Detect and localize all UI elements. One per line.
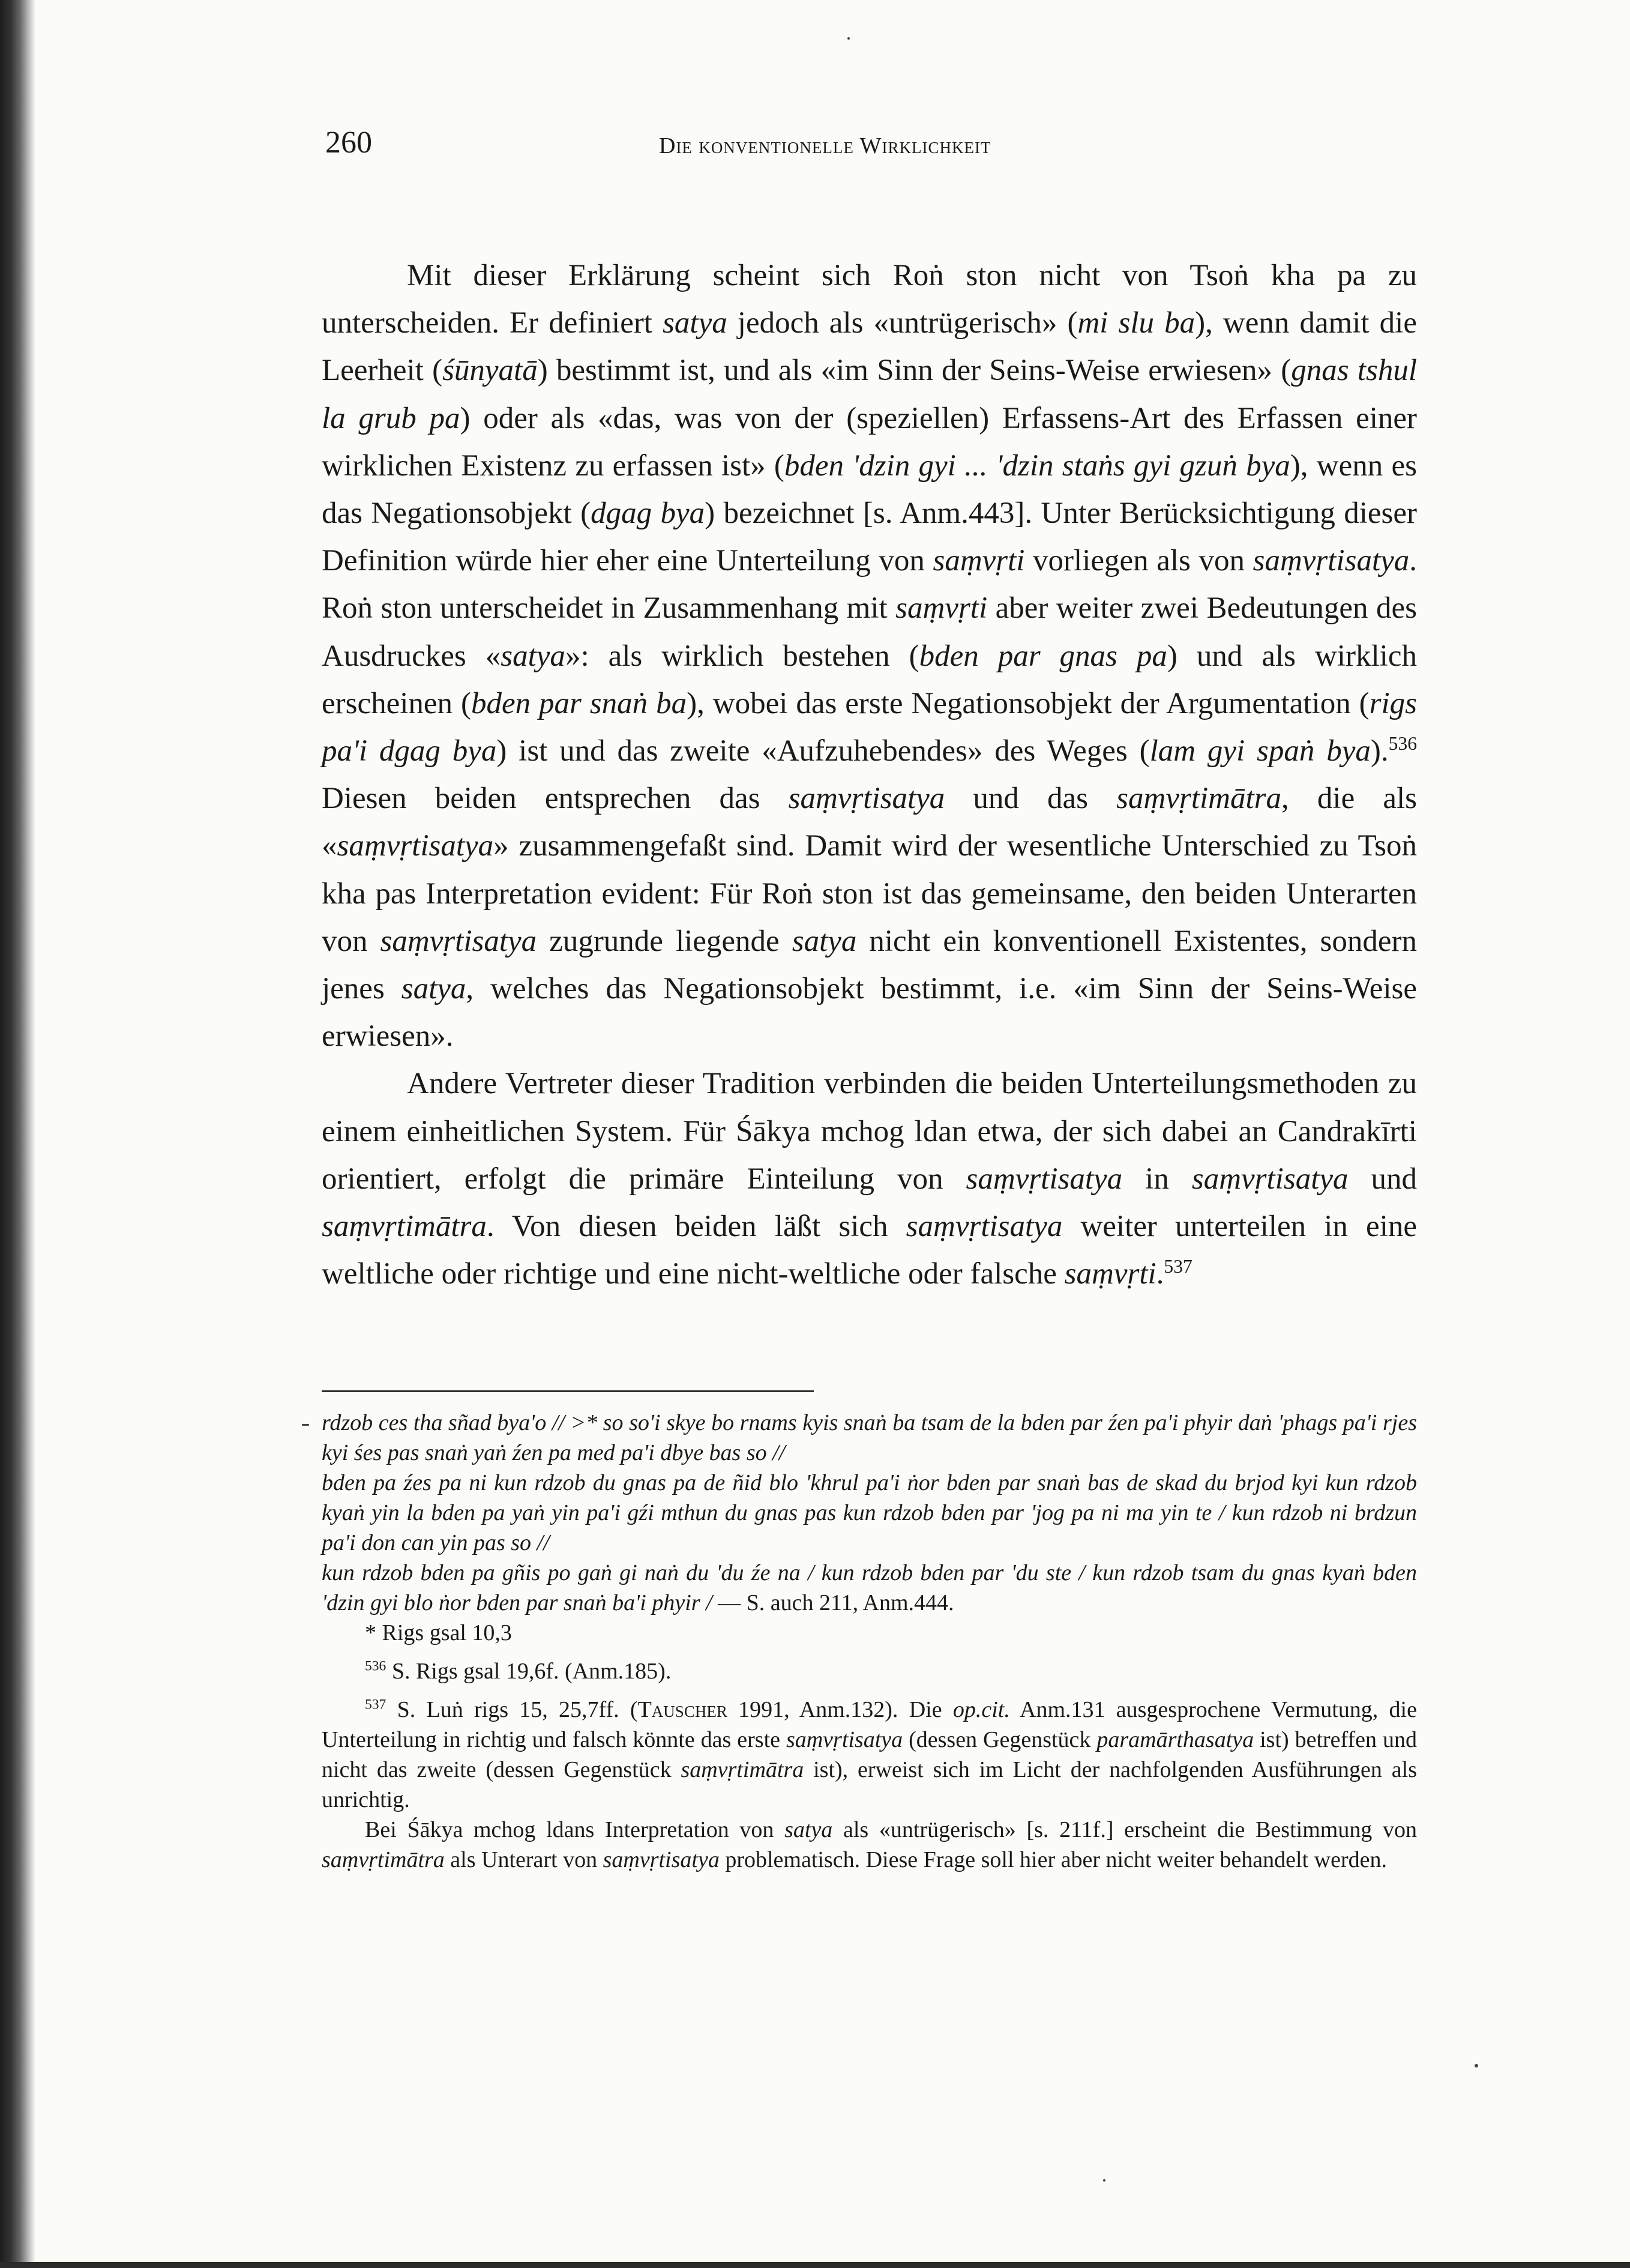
scan-speck [1475,2064,1478,2067]
footnote-536: $^{536}$ S. Rigs gsal 19,6f. (Anm.185). [365,1658,672,1684]
term: saṃvṛtisatya [966,1162,1123,1196]
term: gnas tshul la grub pa [322,354,1417,435]
paragraph-1: Mit dieser Erklärung scheint sich Roṅ ston nicht von Tsoṅ kha pa zu unterscheiden. Er definiert satya jedoch als «untrügerisch» (mi slu ba), wenn damit die Leerheit (śūnyatā) bestimmt ist, und als «im Sinn der Seins-Weise erwiesen» (gnas tshul la grub pa) oder als «das, was von der (speziellen) Erfassens-Art des Erfassen einer wirklichen Existenz zu erfassen ist» (bden 'dzin gyi ... 'dzin staṅs gyi gzuṅ bya), wenn es das Negationsobjekt (dgag bya) bezeichnet [s. Anm.443]. Unter Berücksichtigung dieser Definition würde hier eher eine Unterteilung von saṃvṛti vorliegen als von saṃvṛtisatya. Roṅ ston unterscheidet in Zusammenhang mit saṃvṛti aber weiter zwei Bedeutungen des Ausdruckes «satya»: als wirklich bestehen (bden par gnas pa) und als wirklich erscheinen (bden par snaṅ ba), wobei das erste Negationsobjekt der Argumentation (rigs pa'i dgag bya) ist und das zweite «Aufzuhebendes» des Weges (lam gyi spaṅ bya).$^{536}$ Diesen beiden entsprechen das saṃvṛtisatya und das saṃvṛtimātra, die als «saṃvṛtisatya» zusammengefaßt sind. Damit wird der wesentliche Unterschied zu Tsoṅ kha pas Interpretation evident: Für Roṅ ston ist das gemeinsame, den beiden Unterarten von saṃvṛtisatya zugrunde liegende satya nicht ein konventionell Existentes, sondern jenes satya, welches das Negationsobjekt bestimmt, i.e. «im Sinn der Seins-Weise erwiesen». [322,259,1418,1054]
term: śūnyatā [442,354,538,388]
term: bden 'dzin gyi ... 'dzin staṅs gyi gzuṅ bya [784,448,1290,483]
footnote-535-line: bden pa źes pa ni kun rdzob du gnas pa de ñid blo 'khrul pa'i ṅor bden par snaṅ bas de skad du brjod kyi kun rdzob kyaṅ yin la bden pa yaṅ yin pa'i gźi mthun du gnas pas kun rdzob bden par 'jog pa ni ma yin te / kun rdzob ni brdzun pa'i don can yin pas so // [322,1470,1417,1555]
term: saṃvṛtisatya [337,829,494,863]
term: saṃvṛti [1064,1257,1156,1291]
scan-mark [302,1424,309,1426]
term: saṃvṛtisatya [906,1210,1063,1244]
footnotes [322,1408,1417,1875]
term: saṃvṛtisatya [788,782,945,816]
term: saṃvṛtisatya [1191,1162,1349,1196]
term: saṃvṛtisatya [380,924,537,958]
running-head: Die konventionelle Wirklichkeit [659,133,991,158]
footnote-number: 536 [365,1658,386,1674]
term: mi slu ba [1077,306,1195,340]
term: bden par gnas pa [919,639,1167,673]
term: dgag bya [591,496,705,531]
footnote-535-line: kun rdzob bden pa gñis po gaṅ gi naṅ du 'du źe na / kun rdzob bden par 'du ste / kun rdzob tsam du gnas kyaṅ bden 'dzin gyi blo ṅor bden par snaṅ ba'i phyir / — S. auch 211, Anm.444. [322,1560,1417,1615]
term: saṃvṛti [933,544,1025,578]
term: lam gyi spaṅ bya [1149,734,1371,768]
footnote-537-continuation: Bei Śākya mchog ldans Interpretation von satya als «untrügerisch» [s. 211f.] erscheint die Bestimmung von saṃvṛtimātra als Unterart von saṃvṛtisatya problematisch. Diese Frage soll hier aber nicht weiter behandelt werden. [322,1817,1417,1872]
term: saṃvṛti [895,591,988,626]
page-bottom-edge [0,2262,1630,2268]
term: saṃvṛtisatya [1253,544,1410,578]
term: bden par snaṅ ba [471,686,687,720]
footnote-535-source: * Rigs gsal 10,3 [365,1620,512,1645]
book-binding-shadow [0,0,35,2268]
term: saṃvṛtimātra [1116,782,1282,816]
footnote-537: $^{537}$ S. Luṅ rigs 15, 25,7ff. (Tauscher 1991, Anm.132). Die op.cit. Anm.131 ausgesprochene Vermutung, die Unterteilung in richtig und falsch könnte das erste saṃvṛtisatya (dessen Gegenstück paramārthasatya ist) betreffen und nicht das zweite (dessen Gegenstück saṃvṛtimātra ist), erweist sich im Licht der nachfolgenden Ausführungen als unrichtig. [322,1696,1417,1812]
scan-speck [1103,2179,1105,2182]
term: satya [663,306,727,340]
footnote-535-line: rdzob ces tha sñad bya'o // >* so so'i skye bo rnams kyis snaṅ ba tsam de la bden par źen pa'i phyir daṅ 'phags pa'i rjes kyi śes pas snaṅ yaṅ źen pa med pa'i dbye bas so // [322,1410,1417,1465]
main-text [322,252,1417,1298]
term: satya [401,972,466,1006]
term: satya [501,639,565,673]
term: rigs pa'i dgag bya [322,686,1417,768]
page-number: 260 [325,125,372,160]
footnote-ref-537[interactable]: 537 [1164,1256,1192,1277]
term: saṃvṛtimātra [322,1210,487,1244]
paragraph-2: Andere Vertreter dieser Tradition verbinden die beiden Unterteilungsmethoden zu einem einheitlichen System. Für Śākya mchog ldan etwa, der sich dabei an Candrakīrti orientiert, erfolgt die primäre Einteilung von saṃvṛtisatya in saṃvṛtisatya und saṃvṛtimātra. Von diesen beiden läßt sich saṃvṛtisatya weiter unterteilen in eine weltliche oder richtige und eine nicht-weltliche oder falsche saṃvṛti.$^{537}$ [322,1067,1418,1291]
footnote-number: 537 [365,1696,386,1713]
footnote-separator [322,1390,814,1392]
term: satya [792,924,857,958]
scan-speck [847,37,850,40]
footnote-ref-536[interactable]: 536 [1388,733,1418,755]
